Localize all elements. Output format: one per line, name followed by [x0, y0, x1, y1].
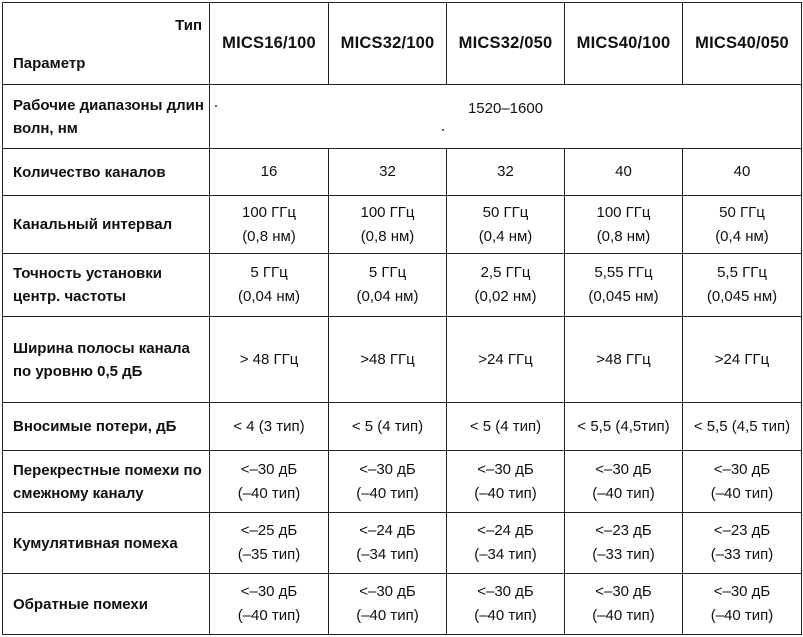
table-cell — [683, 254, 802, 317]
table-cell — [447, 513, 565, 574]
cell-line: 5 ГГц — [368, 264, 407, 281]
cell-line: (–40 тип) — [237, 484, 301, 502]
table-cell: < 5,5 (4,5 тип) — [683, 403, 802, 451]
table-cell: < 5 (4 тип) — [329, 403, 447, 451]
row-label: Количество каналов — [3, 149, 210, 196]
table-cell — [210, 196, 329, 254]
cell-line: (–40 тип) — [356, 484, 419, 502]
cell-line: 50 ГГц — [719, 203, 765, 221]
table-cell: >24 ГГц — [683, 317, 802, 403]
table-row — [3, 513, 802, 574]
cell-line: <–30 дБ — [359, 583, 416, 600]
cell-line: (0,04 нм) — [238, 288, 300, 305]
speck-mark — [215, 105, 217, 107]
table-row — [3, 149, 802, 196]
table-cell — [565, 451, 683, 513]
table-cell — [565, 574, 683, 635]
table-row — [3, 196, 802, 254]
column-header: MICS16/100 — [210, 3, 329, 85]
cell-line: (0,04 нм) — [356, 288, 419, 305]
cell-line: 2,5 ГГц — [480, 264, 531, 281]
table-cell: >24 ГГц — [447, 317, 565, 403]
row-label: Вносимые потери, дБ — [3, 403, 210, 451]
table-cell — [210, 513, 329, 574]
cell-line: (–40 тип) — [710, 484, 774, 502]
table-cell: 16 — [210, 149, 329, 196]
table-row — [3, 403, 802, 451]
parameters-table — [2, 2, 802, 635]
table-cell — [447, 196, 565, 254]
table-cell: >48 ГГц — [329, 317, 447, 403]
cell-line: (–35 тип) — [237, 546, 301, 563]
cell-line: <–30 дБ — [477, 460, 534, 478]
table-cell — [683, 196, 802, 254]
cell-line: (–34 тип) — [474, 546, 537, 563]
table-cell: >48 ГГц — [565, 317, 683, 403]
table-cell — [565, 196, 683, 254]
cell-line: 5 ГГц — [250, 264, 288, 281]
cell-line: 100 ГГц — [360, 203, 415, 221]
cell-line: (0,8 нм) — [242, 227, 296, 245]
cell-line: <–23 дБ — [713, 522, 771, 539]
wavelength-range-value: 1520–1600 — [467, 100, 544, 117]
table-row — [3, 317, 802, 403]
cell-line: 100 ГГц — [596, 203, 651, 221]
row-label: Рабочие диапазоны длин волн, нм — [3, 85, 210, 149]
table-row — [3, 451, 802, 513]
column-header: MICS32/100 — [329, 3, 447, 85]
row-label: Обратные помехи — [3, 574, 210, 635]
row-label: Перекрестные помехи по смежному каналу — [3, 451, 210, 513]
cell-line: (–40 тип) — [474, 484, 537, 502]
table-cell — [565, 254, 683, 317]
cell-line: (0,02 нм) — [474, 288, 537, 305]
table-cell — [329, 451, 447, 513]
column-header: MICS40/100 — [565, 3, 683, 85]
table-cell: < 5,5 (4,5тип) — [565, 403, 683, 451]
cell-line: (0,4 нм) — [715, 227, 769, 245]
cell-line: (–33 тип) — [592, 546, 655, 563]
table-cell: 40 — [683, 149, 802, 196]
table-row — [3, 85, 802, 149]
row-label: Точность установки центр. частоты — [3, 254, 210, 317]
cell-line: (–40 тип) — [592, 607, 655, 624]
column-header: MICS32/050 — [447, 3, 565, 85]
cell-line: (–40 тип) — [237, 607, 301, 624]
cell-line: <–30 дБ — [240, 460, 298, 478]
table-cell: > 48 ГГц — [210, 317, 329, 403]
table-cell — [329, 513, 447, 574]
cell-line: <–24 дБ — [477, 522, 534, 539]
table-cell — [210, 451, 329, 513]
table-cell — [210, 254, 329, 317]
cell-line: <–30 дБ — [595, 460, 652, 478]
param-label: Параметр — [13, 55, 86, 72]
cell-line: <–30 дБ — [240, 583, 298, 600]
cell-line: (–40 тип) — [710, 607, 774, 624]
table-cell: 32 — [447, 149, 565, 196]
cell-line: <–30 дБ — [713, 583, 771, 600]
table-cell — [447, 451, 565, 513]
cell-line: (0,8 нм) — [596, 227, 651, 245]
cell-line: (–34 тип) — [356, 546, 419, 563]
row-label: Ширина полосы канала по уровню 0,5 дБ — [3, 317, 210, 403]
header-row — [3, 3, 802, 85]
cell-line: (0,8 нм) — [360, 227, 415, 245]
type-label: Тип — [175, 17, 202, 34]
cell-line: (–33 тип) — [710, 546, 774, 563]
table-cell — [683, 513, 802, 574]
cell-line: (–40 тип) — [474, 607, 537, 624]
cell-line: (–40 тип) — [592, 484, 655, 502]
table-cell: < 4 (3 тип) — [210, 403, 329, 451]
table-row — [3, 254, 802, 317]
column-header: MICS40/050 — [683, 3, 802, 85]
table-cell — [329, 574, 447, 635]
cell-line: 5,55 ГГц — [594, 264, 653, 281]
table-cell — [447, 254, 565, 317]
table-cell — [329, 254, 447, 317]
cell-line: <–30 дБ — [359, 460, 416, 478]
row-label: Кумулятивная помеха — [3, 513, 210, 574]
table-cell — [683, 574, 802, 635]
table-cell: 32 — [329, 149, 447, 196]
cell-line: <–24 дБ — [359, 522, 416, 539]
cell-line: (0,045 нм) — [706, 288, 778, 305]
cell-line: (–40 тип) — [356, 607, 419, 624]
cell-line: 100 ГГц — [241, 203, 297, 221]
cell-line: (0,4 нм) — [478, 227, 533, 245]
table-cell: < 5 (4 тип) — [447, 403, 565, 451]
table-cell — [210, 574, 329, 635]
table-cell — [565, 513, 683, 574]
speck-mark — [442, 129, 444, 131]
table-row — [3, 574, 802, 635]
cell-line: 50 ГГц — [482, 203, 529, 221]
cell-line: <–30 дБ — [595, 583, 652, 600]
table-cell: 40 — [565, 149, 683, 196]
cell-line: <–23 дБ — [595, 522, 652, 539]
header-corner-cell — [3, 3, 210, 85]
cell-line: <–25 дБ — [240, 522, 298, 539]
wavelength-range-cell — [210, 85, 802, 149]
cell-line: <–30 дБ — [713, 460, 771, 478]
row-label: Канальный интервал — [3, 196, 210, 254]
cell-line: 5,5 ГГц — [717, 264, 767, 281]
cell-line: <–30 дБ — [477, 583, 534, 600]
table-cell — [683, 451, 802, 513]
table-cell — [447, 574, 565, 635]
cell-line: (0,045 нм) — [588, 288, 659, 305]
table-cell — [329, 196, 447, 254]
